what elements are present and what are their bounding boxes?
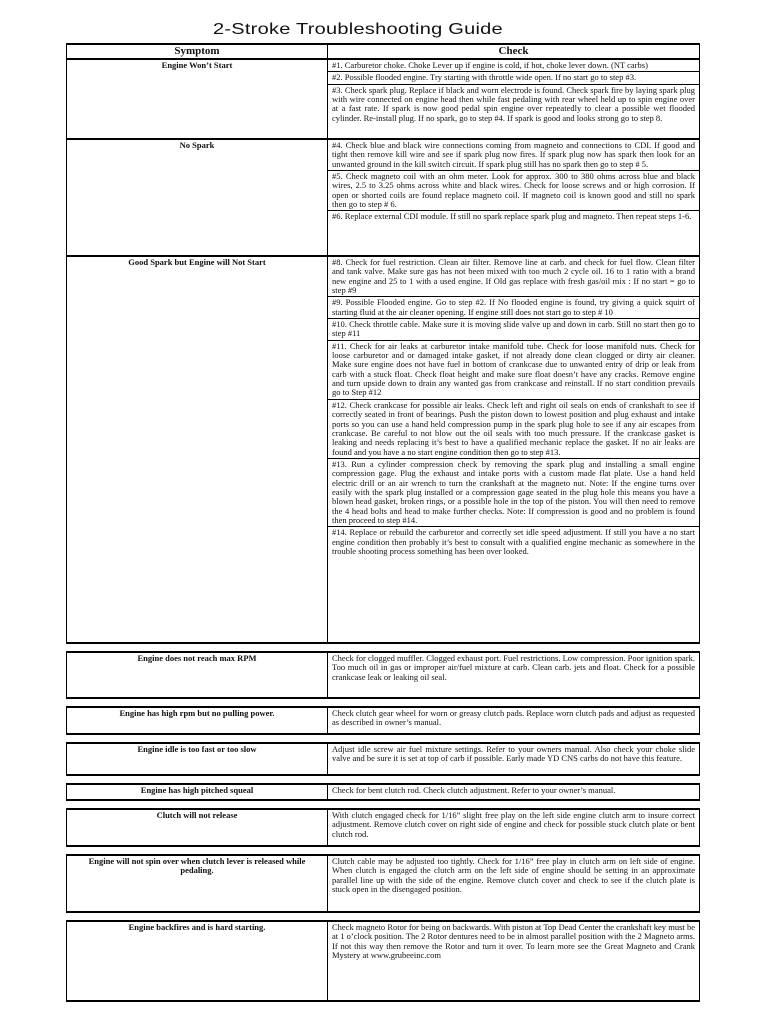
symptom-text: Engine will not spin over when clutch lever is released while pedaling. xyxy=(88,856,306,875)
check-step-text: #10. Check throttle cable. Make sure it is moving slide valve up and down in carb. Still no start then go to step #11 xyxy=(328,318,699,340)
check-column-header: Check xyxy=(328,44,700,59)
symptom-cell xyxy=(67,652,328,698)
row-spacer xyxy=(67,800,700,809)
check-cell xyxy=(328,707,700,734)
check-step-text: Check magneto Rotor for being on backwards. With piston at Top Dead Center the crankshaft key must be at 1 o’clock position. The 2 Rotor dentures need to be in almost parallel position with the 2 Magneto arms. If not this way then remove the Rotor and turn it over. To learn more see the Great Magneto and Crank Mystery at www.grubeeinc.com xyxy=(332,922,695,961)
symptom-cell xyxy=(67,809,328,846)
check-cell xyxy=(328,921,700,1001)
symptom-text: Engine idle is too fast or too slow xyxy=(137,744,257,754)
check-cell xyxy=(328,784,700,800)
page-title: 2-Stroke Troubleshooting Guide xyxy=(213,21,503,38)
table-row xyxy=(67,855,700,912)
table-row xyxy=(67,256,700,643)
symptom-cell xyxy=(67,59,328,139)
symptom-text: Good Spark but Engine will Not Start xyxy=(128,257,266,267)
symptom-text: Engine has high rpm but no pulling power. xyxy=(119,708,275,718)
symptom-text: No Spark xyxy=(179,140,215,150)
check-step-text: With clutch engaged check for 1/16” slight free play on the left side engine clutch arm to insure correct adjustment. Remove clutch cover on right side of engine and check for possible stuck clutch plate or bent clutch rod. xyxy=(332,810,695,839)
row-spacer xyxy=(67,912,700,921)
table-row xyxy=(67,921,700,1001)
check-cell xyxy=(328,59,700,139)
symptom-cell xyxy=(67,139,328,256)
symptom-cell xyxy=(67,707,328,734)
check-cell xyxy=(328,139,700,256)
table-row xyxy=(67,743,700,775)
symptom-text: Engine Won’t Start xyxy=(161,60,233,70)
check-cell xyxy=(328,256,700,643)
symptom-text: Engine does not reach max RPM xyxy=(137,653,257,663)
symptom-text: Clutch will not release xyxy=(156,810,238,820)
row-spacer xyxy=(67,775,700,784)
table-row xyxy=(67,59,700,139)
check-cell xyxy=(328,809,700,846)
check-step-text: #5. Check magneto coil with an ohm meter. Look for approx. 300 to 380 ohms across blue and black wires, 2.5 to 3.25 ohms across white and black wires. Check for loose screws and or high corrosion. If open or shorted coils are found replace magneto coil. If magneto coil is known good and still no spark then go to step # 6. xyxy=(328,170,699,210)
symptom-cell xyxy=(67,921,328,1001)
check-cell xyxy=(328,743,700,775)
table-header-row xyxy=(67,44,700,59)
symptom-column-header: Symptom xyxy=(67,44,328,59)
check-step-text: #4. Check blue and black wire connections coming from magneto and connections to CDI. If good and tight then remove kill wire and see if spark plug now fires. If spark plug now has spark then look for an unwanted ground in the kill switch circuit. If spark plug still has no spark then go to step # 5. xyxy=(332,140,695,169)
check-step-text: #2. Possible flooded engine. Try starting with throttle wide open. If no start go to step #3. xyxy=(328,71,699,83)
check-step-text: #3. Check spark plug. Replace if black and worn electrode is found. Check spark fire by laying spark plug with wire connected on engine head then while fast pedaling with rear wheel held up to spin engine over at a fast rate. If spark is now good pedal spin engine over repeatedly to clear a possible wet flooded cylinder. Re-install plug. If no spark, go to step #4. If spark is good and looks strong go to step 8. xyxy=(328,84,699,124)
symptom-cell xyxy=(67,743,328,775)
check-step-text: #11. Check for air leaks at carburetor intake manifold tube. Check for loose manifold nuts. Check for loose carburetor and or damaged intake gasket, if not already done clean clogged or dirty air cleaner. Make sure engine does not have fuel in bottom of crankcase due to unwanted entry of drip or leak from carb with a stuck float. Check float height and make sure float doesn’t have any cracks. Remove engine and turn upside down to drain any wanted gas from crankcase and reinstall. If no start condition prevails go to Step #12 xyxy=(328,340,699,399)
check-step-text: #1. Carburetor choke. Choke Lever up if engine is cold, if hot, choke lever down. (NT carbs) xyxy=(332,60,648,70)
check-step-text: #6. Replace external CDI module. If still no spark replace spark plug and magneto. Then repeat steps 1-6. xyxy=(328,210,699,222)
table-row xyxy=(67,139,700,256)
symptom-text: Engine backfires and is hard starting. xyxy=(128,922,266,932)
row-spacer xyxy=(67,698,700,707)
row-spacer xyxy=(67,846,700,855)
troubleshooting-table xyxy=(66,43,700,1002)
table-row xyxy=(67,652,700,698)
check-step-text: Check for bent clutch rod. Check clutch adjustment. Refer to your owner’s manual. xyxy=(332,785,616,795)
troubleshooting-table-wrapper xyxy=(66,43,699,1002)
symptom-cell xyxy=(67,784,328,800)
check-step-text: #12. Check crankcase for possible air leaks. Check left and right oil seals on ends of crankshaft to see if correctly seated in front of bearings. Push the piston down to lowest position and plug exhaust and intake ports so you can use a hand held compression pump in the spark plug hole to see if any air escapes from crankcase. Be careful to not blow out the oil seals with too much pressure. If the crankcase gasket is leaking and needs replacing it’s best to have a qualified mechanic replace the gasket. If no air leaks are found and you have a no start engine condition then go to step #13. xyxy=(328,399,699,458)
check-step-text: #8. Check for fuel restriction. Clean air filter. Remove line at carb. and check for fuel flow. Clean filter and tank valve. Make sure gas has not been mixed with too much 2 cycle oil. 16 to 1 ratio with a brand new engine and 25 to 1 with a used engine. If Old gas replace with fresh gas/oil mix : If no start = go to step #9 xyxy=(332,257,695,296)
check-cell xyxy=(328,855,700,912)
table-row xyxy=(67,784,700,800)
check-step-text: Adjust idle screw air fuel mixture settings. Refer to your owners manual. Also check your choke slide valve and be sure it is set at top of carb if possible. Early made YD CNS carbs do not have this feature. xyxy=(332,744,695,764)
check-step-text: #14. Replace or rebuild the carburetor and correctly set idle speed adjustment. If still you have a no start engine condition then probably it’s best to consult with a qualified engine mechanic as somewhere in the trouble shooting process something has been over looked. xyxy=(328,526,699,557)
table-row xyxy=(67,707,700,734)
table-row xyxy=(67,809,700,846)
check-step-text: Clutch cable may be adjusted too tightly. Check for 1/16” free play in clutch arm on left side of engine. When clutch is engaged the clutch arm on the left side of engine should be setting in an approximate parallel line up with the side of the engine. Remove clutch cover and check to see if the clutch plate is stuck open in the disengaged position. xyxy=(332,856,695,895)
check-step-text: Check for clogged muffler. Clogged exhaust port. Fuel restrictions. Low compression. Poor ignition spark. Too much oil in gas or improper air/fuel mixture at carb. Clean carb. jets and float. Check for a possible crankcase leak or leaking oil seal. xyxy=(332,653,695,682)
check-cell xyxy=(328,652,700,698)
check-step-text: Check clutch gear wheel for worn or greasy clutch pads. Replace worn clutch pads and adjust as requested as described in owner’s manual. xyxy=(332,708,695,728)
table-body xyxy=(67,59,700,1001)
row-spacer xyxy=(67,734,700,743)
symptom-cell xyxy=(67,256,328,643)
check-step-text: #9. Possible Flooded engine. Go to step #2. If No flooded engine is found, try giving a quick squirt of starting fluid at the air cleaner opening. If engine still does not start go to step # 10 xyxy=(328,296,699,318)
row-spacer xyxy=(67,643,700,652)
symptom-cell xyxy=(67,855,328,912)
check-step-text: #13. Run a cylinder compression check by removing the spark plug and installing a small engine compression gage. Plug the exhaust and intake ports with a custom made flat plate. Use a hand held electric drill or an air wrench to turn the crankshaft at the magneto nut. Note: If the engine turns over easily with the spark plug installed or a compression gage seated in the plug hole this means you have a blown head gasket, broken rings, or a possible hole in the top of the piston. You will then need to remove the 4 head bolts and head to make further checks. Note: If compression is good and no problem is found then proceed to step #14. xyxy=(328,458,699,526)
symptom-text: Engine has high pitched squeal xyxy=(140,785,254,795)
